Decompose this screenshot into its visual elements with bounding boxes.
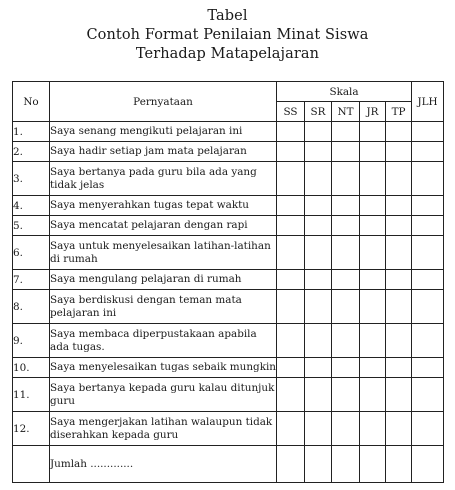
scale-cell-jr[interactable] xyxy=(360,142,386,162)
row-statement: Saya menyerahkan tugas tepat waktu xyxy=(50,196,277,216)
scale-cell-tp[interactable] xyxy=(386,270,412,290)
scale-cell-sr[interactable] xyxy=(305,162,332,196)
scale-cell-tp[interactable] xyxy=(386,412,412,446)
scale-cell-tp[interactable] xyxy=(386,216,412,236)
header-statement: Pernyataan xyxy=(50,82,277,122)
scale-cell-sr[interactable] xyxy=(305,412,332,446)
scale-cell-sr[interactable] xyxy=(305,270,332,290)
scale-cell-nt[interactable] xyxy=(332,216,360,236)
header-scale-jr: JR xyxy=(360,102,386,122)
row-number: 5. xyxy=(13,216,50,236)
footer-scale-cell-ss[interactable] xyxy=(277,446,305,483)
scale-cell-sr[interactable] xyxy=(305,196,332,216)
title-line-2: Contoh Format Penilaian Minat Siswa xyxy=(86,27,369,43)
scale-cell-jr[interactable] xyxy=(360,236,386,270)
scale-cell-tp[interactable] xyxy=(386,290,412,324)
header-total: JLH xyxy=(412,82,444,122)
total-cell[interactable] xyxy=(412,196,444,216)
scale-cell-jr[interactable] xyxy=(360,358,386,378)
scale-cell-nt[interactable] xyxy=(332,122,360,142)
table-body xyxy=(13,122,444,483)
scale-cell-ss[interactable] xyxy=(277,270,305,290)
footer-number-cell xyxy=(13,446,50,483)
row-number: 6. xyxy=(13,236,50,270)
total-cell[interactable] xyxy=(412,290,444,324)
total-cell[interactable] xyxy=(412,216,444,236)
row-number: 3. xyxy=(13,162,50,196)
row-number: 2. xyxy=(13,142,50,162)
header-no: No xyxy=(13,82,50,122)
scale-cell-ss[interactable] xyxy=(277,378,305,412)
scale-cell-nt[interactable] xyxy=(332,162,360,196)
footer-scale-cell-tp[interactable] xyxy=(386,446,412,483)
row-statement: Saya menyelesaikan tugas sebaik mungkin xyxy=(50,358,277,378)
scale-cell-jr[interactable] xyxy=(360,216,386,236)
scale-cell-nt[interactable] xyxy=(332,290,360,324)
scale-cell-nt[interactable] xyxy=(332,142,360,162)
scale-cell-sr[interactable] xyxy=(305,236,332,270)
scale-cell-tp[interactable] xyxy=(386,358,412,378)
total-cell[interactable] xyxy=(412,162,444,196)
scale-cell-ss[interactable] xyxy=(277,290,305,324)
table-row xyxy=(13,378,444,412)
scale-cell-sr[interactable] xyxy=(305,378,332,412)
scale-cell-ss[interactable] xyxy=(277,412,305,446)
scale-cell-jr[interactable] xyxy=(360,290,386,324)
header-scale: Skala xyxy=(277,82,412,102)
scale-cell-ss[interactable] xyxy=(277,162,305,196)
scale-cell-nt[interactable] xyxy=(332,270,360,290)
scale-cell-tp[interactable] xyxy=(386,378,412,412)
scale-cell-tp[interactable] xyxy=(386,142,412,162)
scale-cell-tp[interactable] xyxy=(386,122,412,142)
total-cell[interactable] xyxy=(412,122,444,142)
row-number: 7. xyxy=(13,270,50,290)
header-scale-tp: TP xyxy=(386,102,412,122)
footer-total-cell[interactable] xyxy=(412,446,444,483)
total-cell[interactable] xyxy=(412,324,444,358)
scale-cell-nt[interactable] xyxy=(332,196,360,216)
total-cell[interactable] xyxy=(412,412,444,446)
scale-cell-nt[interactable] xyxy=(332,324,360,358)
title-line-3: Terhadap Matapelajaran xyxy=(135,46,320,62)
total-cell[interactable] xyxy=(412,142,444,162)
scale-cell-ss[interactable] xyxy=(277,324,305,358)
scale-cell-sr[interactable] xyxy=(305,122,332,142)
row-number: 8. xyxy=(13,290,50,324)
footer-scale-cell-jr[interactable] xyxy=(360,446,386,483)
footer-scale-cell-nt[interactable] xyxy=(332,446,360,483)
scale-cell-sr[interactable] xyxy=(305,216,332,236)
scale-cell-ss[interactable] xyxy=(277,236,305,270)
footer-sum-label: Jumlah ............. xyxy=(50,446,277,483)
header-scale-ss: SS xyxy=(277,102,305,122)
total-cell[interactable] xyxy=(412,270,444,290)
scale-cell-jr[interactable] xyxy=(360,196,386,216)
row-statement: Saya bertanya pada guru bila ada yang tidak jelas xyxy=(50,162,277,196)
table-row xyxy=(13,122,444,142)
table-row xyxy=(13,196,444,216)
table-row xyxy=(13,290,444,324)
total-cell[interactable] xyxy=(412,358,444,378)
table-row xyxy=(13,358,444,378)
row-statement: Saya mencatat pelajaran dengan rapi xyxy=(50,216,277,236)
scale-cell-sr[interactable] xyxy=(305,358,332,378)
row-number: 12. xyxy=(13,412,50,446)
title-block xyxy=(0,0,455,64)
assessment-table xyxy=(12,81,444,483)
row-number: 1. xyxy=(13,122,50,142)
header-scale-sr: SR xyxy=(305,102,332,122)
header-scale-nt: NT xyxy=(332,102,360,122)
scale-cell-sr[interactable] xyxy=(305,324,332,358)
total-cell[interactable] xyxy=(412,378,444,412)
table-row xyxy=(13,412,444,446)
scale-cell-ss[interactable] xyxy=(277,196,305,216)
scale-cell-jr[interactable] xyxy=(360,162,386,196)
scale-cell-nt[interactable] xyxy=(332,412,360,446)
row-statement: Saya senang mengikuti pelajaran ini xyxy=(50,122,277,142)
row-statement: Saya berdiskusi dengan teman mata pelajaran ini xyxy=(50,290,277,324)
row-number: 9. xyxy=(13,324,50,358)
scale-cell-ss[interactable] xyxy=(277,122,305,142)
row-statement: Saya untuk menyelesaikan latihan-latihan di rumah xyxy=(50,236,277,270)
total-cell[interactable] xyxy=(412,236,444,270)
scale-cell-ss[interactable] xyxy=(277,142,305,162)
row-statement: Saya hadir setiap jam mata pelajaran xyxy=(50,142,277,162)
row-statement: Saya mengulang pelajaran di rumah xyxy=(50,270,277,290)
scale-cell-ss[interactable] xyxy=(277,216,305,236)
row-number: 4. xyxy=(13,196,50,216)
table-footer-row xyxy=(13,446,444,483)
row-statement: Saya mengerjakan latihan walaupun tidak diserahkan kepada guru xyxy=(50,412,277,446)
row-statement: Saya bertanya kepada guru kalau ditunjuk guru xyxy=(50,378,277,412)
scale-cell-tp[interactable] xyxy=(386,324,412,358)
scale-cell-sr[interactable] xyxy=(305,290,332,324)
row-statement: Saya membaca diperpustakaan apabila ada tugas. xyxy=(50,324,277,358)
table-row xyxy=(13,270,444,290)
row-number: 10. xyxy=(13,358,50,378)
scale-cell-nt[interactable] xyxy=(332,378,360,412)
title-line-1: Tabel xyxy=(207,8,248,24)
scale-cell-jr[interactable] xyxy=(360,412,386,446)
scale-cell-nt[interactable] xyxy=(332,358,360,378)
scale-cell-sr[interactable] xyxy=(305,142,332,162)
footer-scale-cell-sr[interactable] xyxy=(305,446,332,483)
scale-cell-jr[interactable] xyxy=(360,324,386,358)
table-row xyxy=(13,142,444,162)
scale-cell-jr[interactable] xyxy=(360,270,386,290)
table-row xyxy=(13,162,444,196)
scale-cell-tp[interactable] xyxy=(386,162,412,196)
scale-cell-nt[interactable] xyxy=(332,236,360,270)
scale-cell-tp[interactable] xyxy=(386,236,412,270)
table-row xyxy=(13,236,444,270)
scale-cell-tp[interactable] xyxy=(386,196,412,216)
scale-cell-ss[interactable] xyxy=(277,358,305,378)
scale-cell-jr[interactable] xyxy=(360,378,386,412)
scale-cell-jr[interactable] xyxy=(360,122,386,142)
table-row xyxy=(13,324,444,358)
table-row xyxy=(13,216,444,236)
row-number: 11. xyxy=(13,378,50,412)
